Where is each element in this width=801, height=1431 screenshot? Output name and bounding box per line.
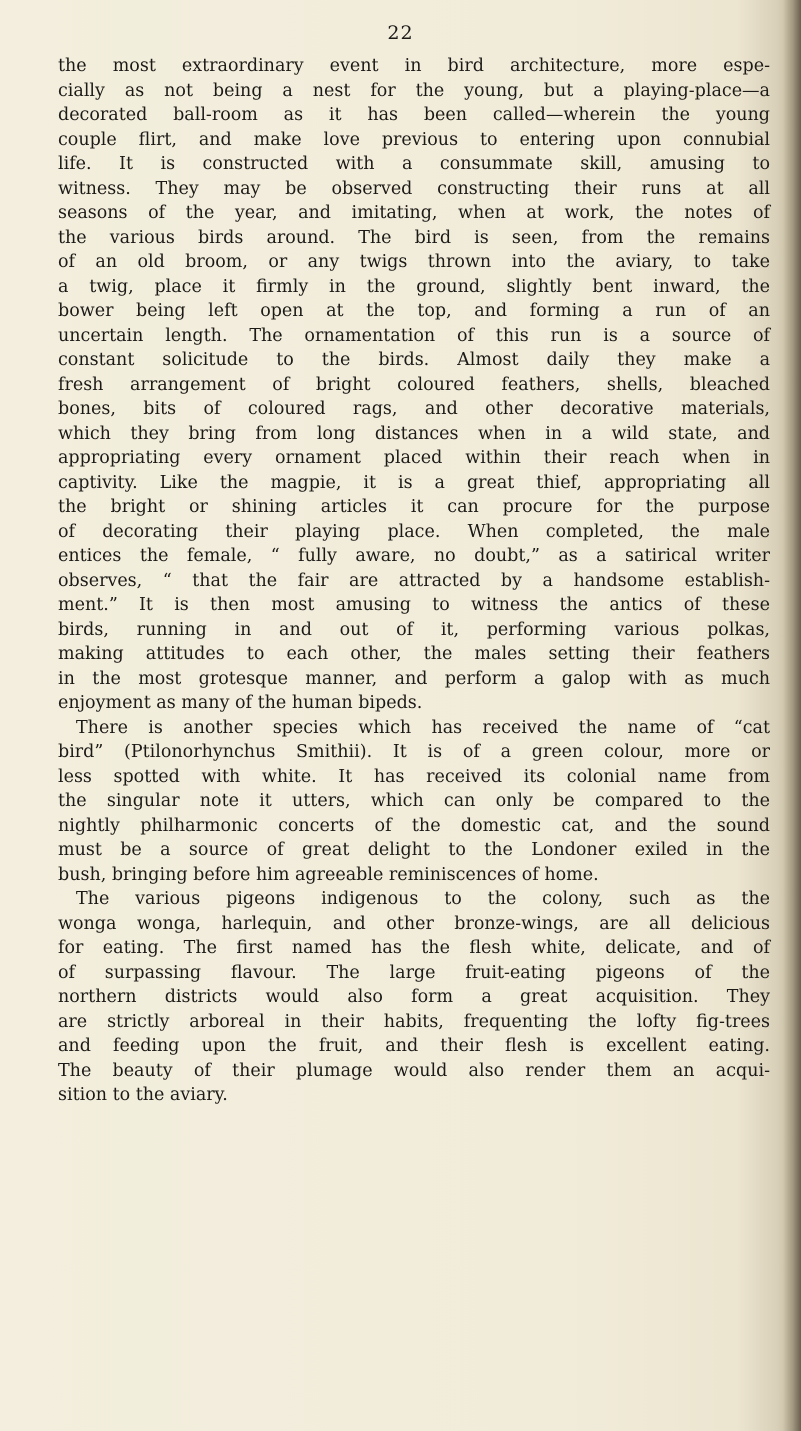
text-line: constant solicitude to the birds. Almost daily they make a <box>58 350 770 370</box>
text-line: less spotted with white. It has received its colonial name from <box>58 766 770 787</box>
text-line: couple flirt, and make love previous to entering upon connubial <box>58 129 770 150</box>
text-line: captivity. Like the magpie, it is a great thief, appropriating all <box>58 472 770 493</box>
text-line: the various birds around. The bird is seen, from the remains <box>58 227 770 248</box>
text-line: appropriating every ornament placed within their reach when in <box>58 448 770 468</box>
text-line: ment.” It is then most amusing to witness the antics of these <box>58 595 770 615</box>
text-line: sition to the aviary. <box>58 1085 228 1105</box>
body-text <box>58 54 770 1108</box>
text-line: the most extraordinary event in bird architecture, more espe- <box>58 56 770 76</box>
binding-shadow <box>783 0 801 1431</box>
text-line: cially as not being a nest for the young, but a playing-place—a <box>58 80 770 101</box>
text-line: the bright or shining articles it can procure for the purpose <box>58 497 770 517</box>
text-line: of an old broom, or any twigs thrown into the aviary, to take <box>58 252 770 272</box>
text-line: seasons of the year, and imitating, when at work, the notes of <box>58 203 770 223</box>
text-line: The various pigeons indigenous to the colony, such as the <box>76 889 770 909</box>
text-line: The beauty of their plumage would also render them an acqui- <box>58 1060 770 1081</box>
text-line: of surpassing flavour. The large fruit-eating pigeons of the <box>58 962 770 983</box>
text-line: bones, bits of coloured rags, and other decorative materials, <box>58 399 770 419</box>
text-line: the singular note it utters, which can only be compared to the <box>58 791 770 811</box>
text-line: wonga wonga, harlequin, and other bronze-wings, are all delicious <box>58 913 770 934</box>
text-line: observes, “ that the fair are attracted by a handsome establish- <box>58 570 770 591</box>
text-line: a twig, place it firmly in the ground, slightly bent inward, the <box>58 276 770 297</box>
text-line: enjoyment as many of the human bipeds. <box>58 693 423 713</box>
text-line: bower being left open at the top, and forming a run of an <box>58 301 770 321</box>
text-line: in the most grotesque manner, and perform a galop with as much <box>58 668 770 689</box>
text-line: northern districts would also form a great acquisition. They <box>58 987 770 1007</box>
text-line: must be a source of great delight to the Londoner exiled in the <box>58 840 770 860</box>
text-line: making attitudes to each other, the males setting their feathers <box>58 644 770 664</box>
text-line: life. It is constructed with a consummate skill, amusing to <box>58 154 770 174</box>
text-line: which they bring from long distances when in a wild state, and <box>58 423 770 444</box>
text-line: and feeding upon the fruit, and their flesh is excellent eating. <box>58 1036 770 1056</box>
text-line: entices the female, “ fully aware, no doubt,” as a satirical writer <box>58 546 770 566</box>
text-line: are strictly arboreal in their habits, frequenting the lofty fig-trees <box>58 1011 770 1032</box>
text-line: There is another species which has received the name of “cat <box>76 717 770 738</box>
text-line: uncertain length. The ornamentation of this run is a source of <box>58 325 770 346</box>
text-line: decorated ball-room as it has been called—wherein the young <box>58 105 770 125</box>
text-line: nightly philharmonic concerts of the domestic cat, and the sound <box>58 815 770 836</box>
text-line: bird” (Ptilonorhynchus Smithii). It is of a green colour, more or <box>58 742 770 762</box>
text-line: witness. They may be observed constructing their runs at all <box>58 178 770 199</box>
page-number: 22 <box>387 22 414 44</box>
text-line: fresh arrangement of bright coloured feathers, shells, bleached <box>58 374 770 395</box>
text-line: for eating. The first named has the flesh white, delicate, and of <box>58 938 770 958</box>
text-line: bush, bringing before him agreeable reminiscences of home. <box>58 864 599 885</box>
text-line: of decorating their playing place. When completed, the male <box>58 521 770 542</box>
text-line: birds, running in and out of it, performing various polkas, <box>58 619 770 640</box>
